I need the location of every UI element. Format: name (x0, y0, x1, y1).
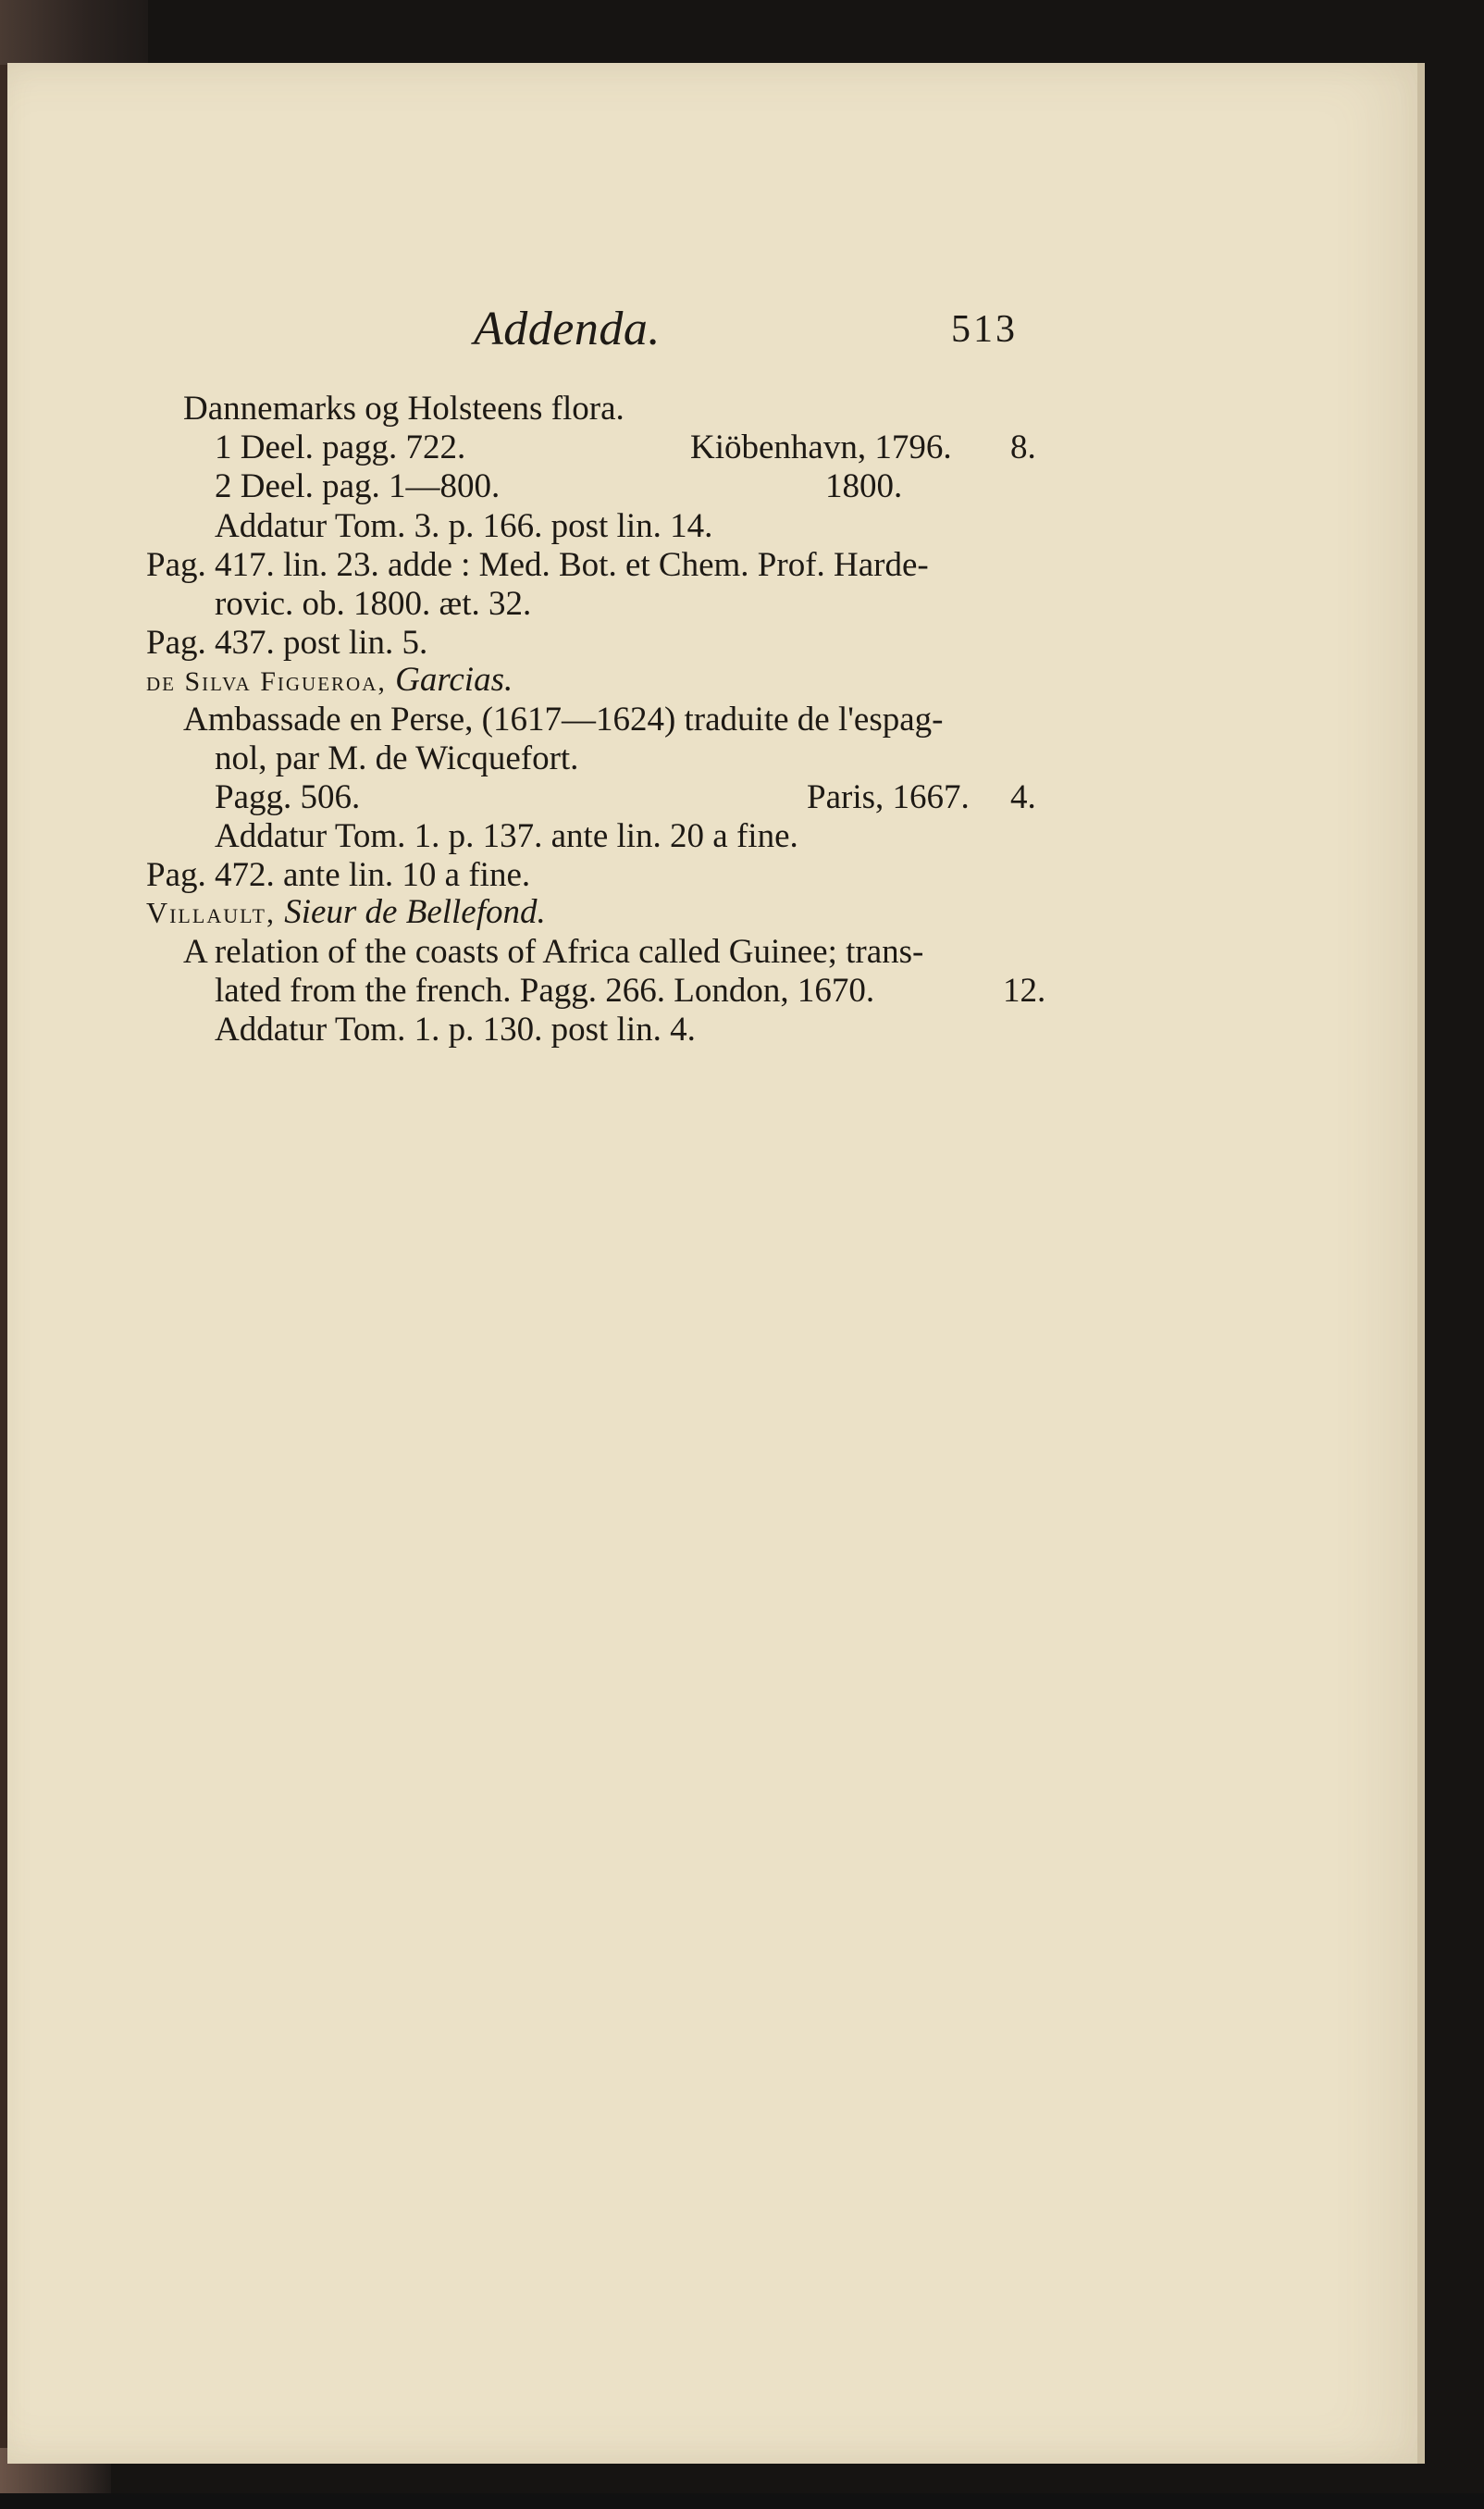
entry-text: Addatur Tom. 1. p. 137. ante lin. 20 a fine. (215, 817, 798, 855)
entry-text: nol, par M. de Wicquefort. (215, 739, 579, 777)
entry-text: Pagg. 506. (215, 778, 361, 816)
entry-format: 12. (1003, 972, 1046, 1010)
entry-line (146, 660, 513, 701)
binding-corner-top (0, 0, 148, 65)
entry-line (215, 466, 1047, 507)
entry-line (215, 777, 1047, 818)
running-title: Addenda. (474, 303, 661, 355)
background-bottom (0, 2493, 1484, 2509)
entry-line (183, 932, 923, 973)
entry-text: rovic. ob. 1800. æt. 32. (215, 585, 532, 623)
entry-line (215, 1010, 696, 1050)
entry-text: Pag. 472. ante lin. 10 a fine. (146, 856, 531, 894)
entry-year: 1800. (825, 467, 903, 505)
entry-line (215, 971, 1047, 1012)
entry-place-year: Kiöbenhavn, 1796. (690, 429, 952, 466)
entry-text: Pag. 437. post lin. 5. (146, 624, 428, 662)
entry-place-year: Paris, 1667. (807, 778, 970, 816)
entry-line (146, 545, 929, 586)
author-name: Villault, (146, 896, 276, 929)
entry-text: 2 Deel. pag. 1—800. (215, 467, 501, 505)
page-edge (1417, 63, 1425, 2464)
author-title: Sieur de Bellefond. (284, 893, 546, 931)
entry-text: Ambassade en Perse, (1617—1624) traduite de l'espag- (183, 701, 944, 739)
entry-text: Addatur Tom. 1. p. 130. post lin. 4. (215, 1011, 696, 1049)
entry-line (215, 428, 1047, 468)
entry-text: Dannemarks og Holsteens flora. (183, 390, 625, 428)
entry-format: 8. (1010, 429, 1036, 466)
entry-text: lated from the french. Pagg. 266. London, 1670. (215, 972, 875, 1010)
entry-text: A relation of the coasts of Africa called Guinee; trans- (183, 933, 924, 971)
entry-text: 1 Deel. pagg. 722. (215, 429, 466, 466)
author-name: de Silva Figueroa, (146, 666, 387, 697)
entry-line (183, 389, 625, 429)
author-forename: Garcias. (395, 661, 513, 699)
entry-line (146, 855, 530, 896)
entry-line (215, 584, 531, 625)
entry-format: 4. (1010, 778, 1036, 816)
page-header (0, 292, 1484, 366)
entry-line (215, 816, 798, 857)
entry-line (215, 506, 712, 547)
entry-line (215, 739, 578, 779)
page-number: 513 (951, 308, 1018, 351)
entry-line (146, 892, 546, 933)
entry-text: Pag. 417. lin. 23. adde : Med. Bot. et Chem. Prof. Harde- (146, 546, 929, 584)
entry-line (146, 623, 427, 664)
entry-text: Addatur Tom. 3. p. 166. post lin. 14. (215, 507, 713, 545)
entry-line (183, 700, 943, 740)
